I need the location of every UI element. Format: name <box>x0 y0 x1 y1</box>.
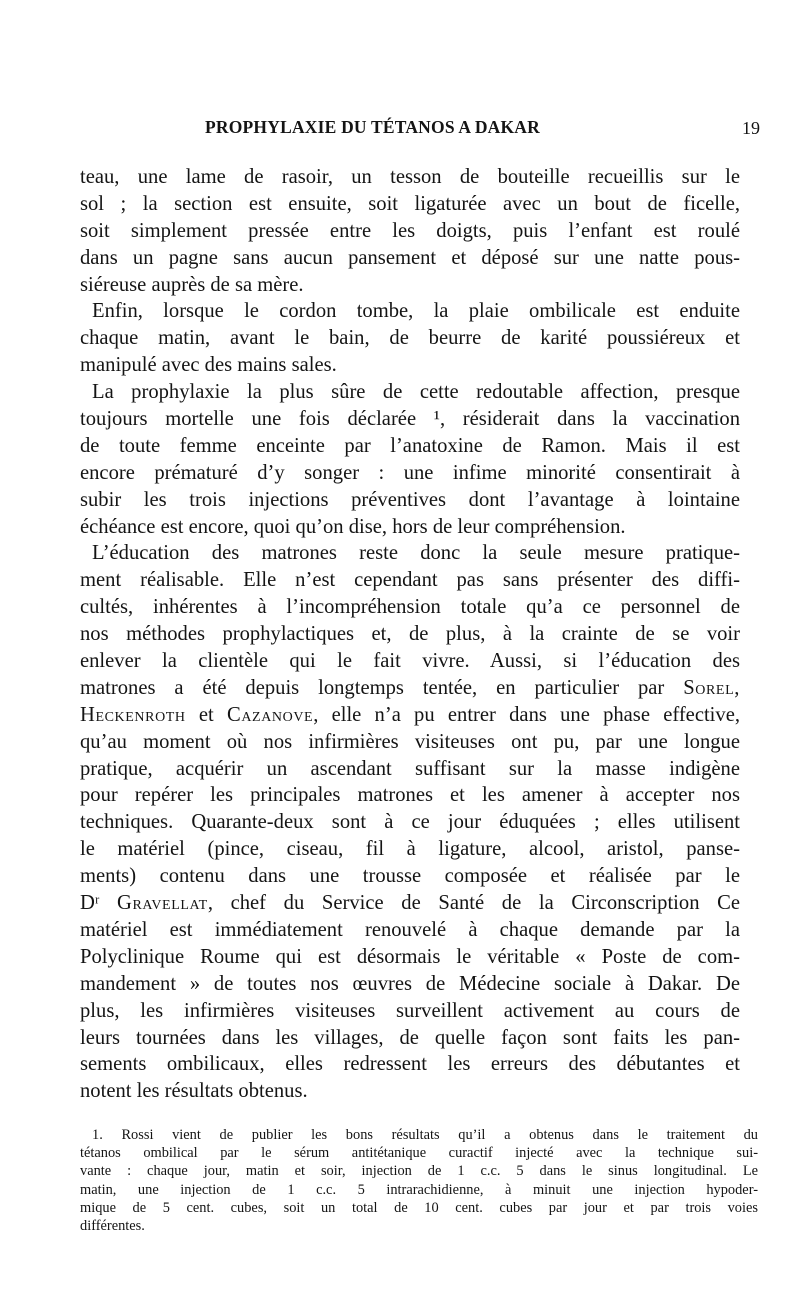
text-line: qu’au moment où nos infirmières visiteuses ont pu, par une longue <box>80 730 740 753</box>
text-line: ment réalisable. Elle n’est cependant pas sans présenter des diffi- <box>80 569 740 592</box>
footnote-line: différentes. <box>80 1217 145 1234</box>
footnote-line: matin, une injection de 1 c.c. 5 intrarachidienne, à minuit une injection hypoder- <box>80 1181 758 1198</box>
text-line: cultés, inhérentes à l’incompréhension totale qu’a ce personnel de <box>80 596 740 619</box>
text-run: , chef du Service de Santé de la Circonscription Ce <box>207 892 740 915</box>
text-line: notent les résultats obtenus. <box>80 1080 308 1103</box>
author-name: Cazanove <box>227 703 314 726</box>
text-line: encore prématuré d’y songer : une infime minorité consentirait à <box>80 461 740 484</box>
text-line <box>80 702 740 729</box>
text-line <box>80 675 740 702</box>
text-line <box>80 890 740 917</box>
footnote-line: tétanos ombilical par le sérum antitétanique curactif injecté avec la technique sui- <box>80 1145 758 1162</box>
text-line: soit simplement pressée entre les doigts, puis l’enfant est roulé <box>80 219 740 242</box>
text-line: dans un pagne sans aucun pansement et déposé sur une natte pous- <box>80 246 740 269</box>
text-line: pour repérer les principales matrones et les amener à accepter nos <box>80 784 740 807</box>
text-run: , elle n’a pu entrer dans une phase effective, <box>313 703 740 726</box>
running-head <box>80 117 766 143</box>
paragraph-start: Enfin, lorsque le cordon tombe, la plaie ombilicale est enduite <box>92 300 740 323</box>
text-line: nos méthodes prophylactiques et, de plus, à la crainte de se voir <box>80 623 740 646</box>
author-name: Gravellat <box>117 892 208 915</box>
paragraph-start: L’éducation des matrones reste donc la seule mesure pratique- <box>92 542 740 565</box>
text-run: matrones a été depuis longtemps tentée, en particulier par <box>80 676 665 699</box>
text-line: de toute femme enceinte par l’anatoxine de Ramon. Mais il est <box>80 434 740 457</box>
text-line: teau, une lame de rasoir, un tesson de bouteille recueillis sur le <box>80 166 740 188</box>
text-line: échéance est encore, quoi qu’on dise, hors de leur compréhension. <box>80 515 626 538</box>
paragraph-start: La prophylaxie la plus sûre de cette redoutable affection, presque <box>92 381 740 404</box>
text-line: techniques. Quarante-deux sont à ce jour éduquées ; elles utilisent <box>80 811 740 834</box>
text-line: mandement » de toutes nos œuvres de Médecine sociale à Dakar. De <box>80 972 740 995</box>
text-line: le matériel (pince, ciseau, fil à ligature, alcool, aristol, panse- <box>80 838 740 861</box>
text-line: leurs tournées dans les villages, de quelle façon sont faits les pan- <box>80 1026 740 1049</box>
text-line: enlever la clientèle qui le fait vivre. Aussi, si l’éducation des <box>80 650 740 673</box>
text-line: manipulé avec des mains sales. <box>80 354 337 377</box>
text-line: pratique, acquérir un ascendant suffisant sur la masse indigène <box>80 757 740 780</box>
text-line: siéreuse auprès de sa mère. <box>80 273 304 296</box>
footnote-line: 1. Rossi vient de publier les bons résultats qu’il a obtenus dans le traitement du <box>92 1127 758 1143</box>
footnote-line: mique de 5 cent. cubes, soit un total de 10 cent. cubes par jour et par trois voies <box>80 1199 758 1216</box>
text-line: ments) contenu dans une trousse composée et réalisée par le <box>80 865 740 888</box>
text-line: toujours mortelle une fois déclarée ¹, résiderait dans la vaccination <box>80 408 740 431</box>
text-line: subir les trois injections préventives dont l’avantage à lointaine <box>80 488 740 511</box>
author-name: Sorel, <box>683 676 740 699</box>
footnote-line: vante : chaque jour, matin et soir, injection de 1 c.c. 5 dans le sinus longitudinal. Le <box>80 1163 758 1180</box>
text-run: Dʳ <box>80 892 100 915</box>
text-line: sol ; la section est ensuite, soit ligaturée avec un bout de ficelle, <box>80 192 740 215</box>
body-text <box>80 164 740 1105</box>
page-number: 19 <box>742 118 760 138</box>
text-line: Polyclinique Roume qui est désormais le véritable « Poste de com- <box>80 945 740 968</box>
text-line: matériel est immédiatement renouvelé à chaque demande par la <box>80 918 740 941</box>
text-line: plus, les infirmières visiteuses surveillent activement au cours de <box>80 999 740 1022</box>
text-line: sements ombilicaux, elles redressent les erreurs des débutantes et <box>80 1053 740 1076</box>
author-name: Heckenroth <box>80 703 186 726</box>
text-line: chaque matin, avant le bain, de beurre de karité poussiéreux et <box>80 327 740 350</box>
footnote <box>80 1126 758 1235</box>
text-run: et <box>198 703 214 726</box>
running-title: PROPHYLAXIE DU TÉTANOS A DAKAR <box>205 117 540 137</box>
